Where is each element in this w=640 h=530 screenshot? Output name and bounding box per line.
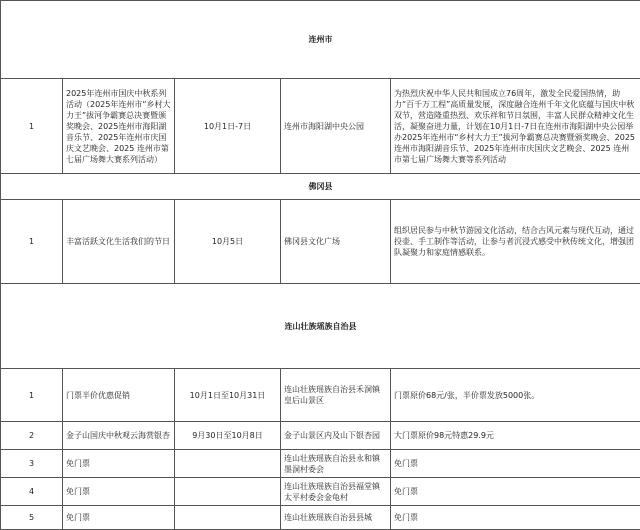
activity-time: 10月5日 (175, 200, 281, 284)
table-row (1, 79, 640, 174)
activity-description: 免门票 (391, 478, 640, 506)
activity-time: 9月30日至10月8日 (175, 422, 281, 450)
row-number: 1 (1, 79, 63, 174)
activity-time (175, 506, 281, 530)
activity-name: 免门票 (63, 506, 175, 530)
activity-description: 免门票 (391, 506, 640, 530)
row-number: 2 (1, 422, 63, 450)
region-header-row (1, 1, 640, 79)
activity-time: 10月1日至10月31日 (175, 369, 281, 422)
activity-place: 佛冈县文化广场 (281, 200, 391, 284)
activity-description: 免门票 (391, 450, 640, 478)
activity-description: 门票原价68元/张，半价票发放5000张。 (391, 369, 640, 422)
activity-name: 2025年连州市国庆中秋系列活动（2025年连州市“乡村大力王”拔河争霸赛总决赛暨颁奖晚会、2025连州市海阳湖音乐节、2025年连州市庆国庆文艺晚会、2025 连州市第七届广场舞大赛系列活动） (63, 79, 175, 174)
region-header-row (1, 284, 640, 369)
activity-place: 金子山景区内及山下银杏园 (281, 422, 391, 450)
activity-name: 免门票 (63, 450, 175, 478)
activity-description: 组织居民参与中秋节游园文化活动，结合古风元素与现代互动，通过投壶、手工制作等活动，让参与者沉浸式感受中秋传统文化，增强团队凝聚力和家庭情感联系。 (391, 200, 640, 284)
activity-description: 大门票原价98元特惠29.9元 (391, 422, 640, 450)
row-number: 5 (1, 506, 63, 530)
region-title: 连山壮族瑶族自治县 (1, 284, 640, 369)
activity-time (175, 478, 281, 506)
activity-name: 丰富活跃文化生活我们的节日 (63, 200, 175, 284)
activity-name: 金子山国庆中秋观云海赏银杏 (63, 422, 175, 450)
activity-place: 连山壮族瑶族自治县县城 (281, 506, 391, 530)
region-header-row (1, 174, 640, 200)
table-row (1, 369, 640, 422)
row-number: 1 (1, 369, 63, 422)
activity-time (175, 450, 281, 478)
activity-place: 连山壮族瑶族自治县禾洞镇 皇后山景区 (281, 369, 391, 422)
activity-time: 10月1日-7日 (175, 79, 281, 174)
activity-name: 门票半价优惠促销 (63, 369, 175, 422)
activity-description: 为热烈庆祝中华人民共和国成立76周年，激发全民爱国热情，助力“百千万工程”高质量发展，深度融合连州千年文化底蕴与国庆中秋双节，营造隆重热烈、欢乐祥和节日氛围，丰富人民群众精神文化生活，凝聚奋进力量，计划在10月1日-7日在连州市海阳湖中央公园举办2025年连州市“乡村大力王”拔河争霸赛总决赛暨颁奖晚会、2025连州市海阳湖音乐节、2025年连州市庆国庆文艺晚会、2025 连州市第七届广场舞大赛等系列活动 (391, 79, 640, 174)
activity-place: 连州市海阳湖中央公园 (281, 79, 391, 174)
row-number: 1 (1, 200, 63, 284)
activity-place: 连山壮族瑶族自治县福堂镇太平村委会金龟村 (281, 478, 391, 506)
row-number: 3 (1, 450, 63, 478)
table-row (1, 200, 640, 284)
activity-place: 连山壮族瑶族自治县永和镇 墨洞村委会 (281, 450, 391, 478)
region-title: 佛冈县 (1, 174, 640, 200)
region-title: 连州市 (1, 1, 640, 79)
table-row (1, 478, 640, 506)
table-row (1, 450, 640, 478)
activity-name: 免门票 (63, 478, 175, 506)
table-row (1, 506, 640, 530)
row-number: 4 (1, 478, 63, 506)
table-row (1, 422, 640, 450)
